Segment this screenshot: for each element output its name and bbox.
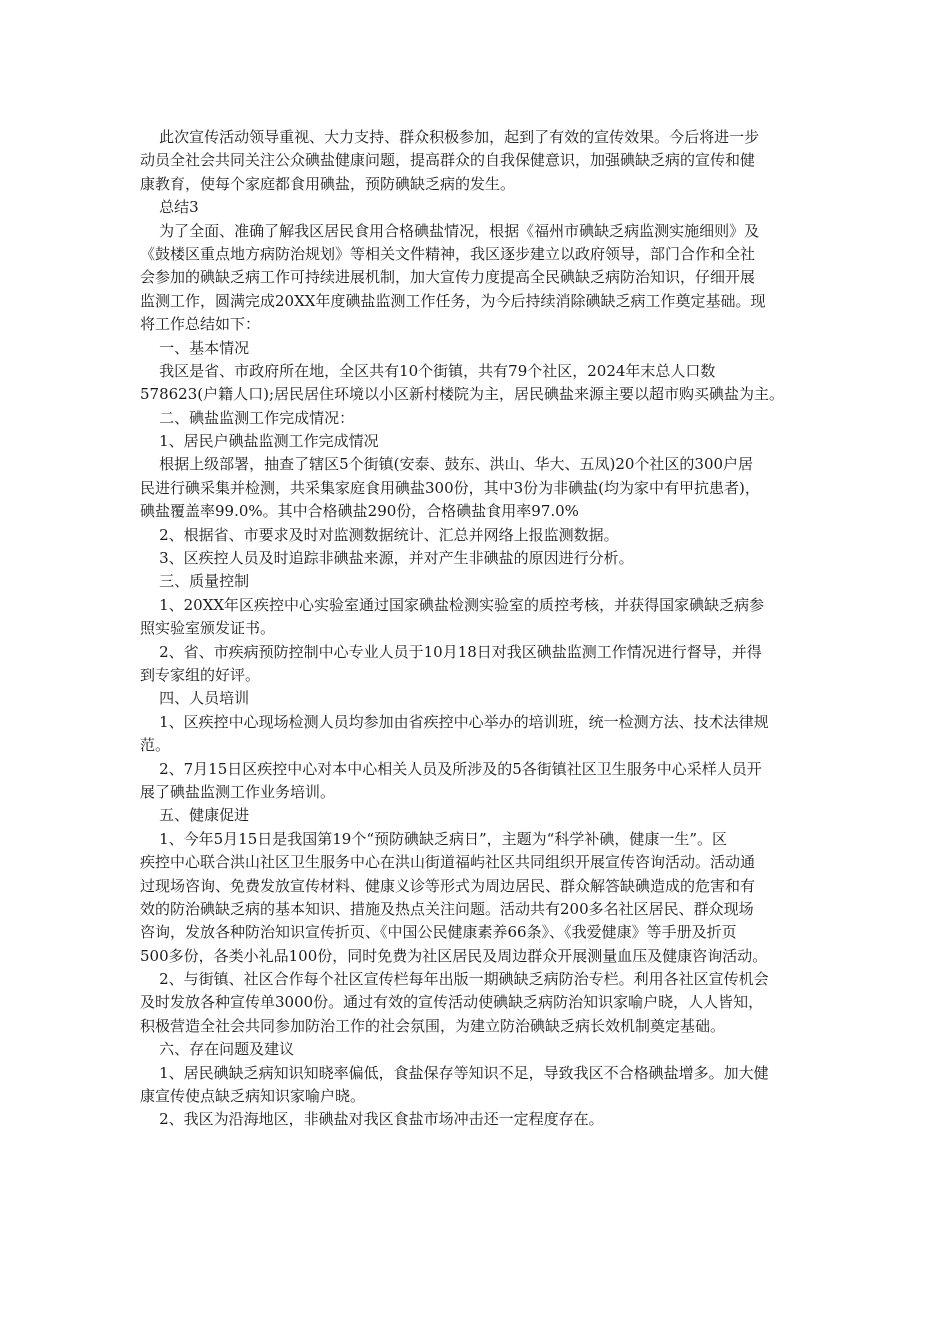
text-line: 2、省、市疾病预防控制中心专业人员于10月18日对我区碘盐监测工作情况进行督导，并得 (140, 642, 762, 661)
text-line: 及时发放各种宣传单3000份。通过有效的宣传活动使碘缺乏病防治知识家喻户晓，人人皆知， (140, 993, 764, 1012)
text-line: 1、居民户碘盐监测工作完成情况 (140, 432, 379, 451)
text-line: 根据上级部署，抽查了辖区5个街镇(安泰、鼓东、洪山、华大、五凤)20个社区的300户居 (140, 455, 754, 474)
text-line: 1、区疾控中心现场检测人员均参加由省疾控中心举办的培训班，统一检测方法、技术法律规 (140, 712, 769, 731)
text-line: 2、根据省、市要求及时对监测数据统计、汇总并网络上报监测数据。 (140, 525, 619, 544)
text-line: 我区是省、市政府所在地，全区共有10个街镇，共有79个社区，2024年末总人口数 (140, 361, 716, 380)
text-line: 1、20XX年区疾控中心实验室通过国家碘盐检测实验室的质控考核，并获得国家碘缺乏病参 (140, 595, 765, 614)
text-line: 效的防治碘缺乏病的基本知识、措施及热点关注问题。活动共有200多名社区居民、群众现场 (140, 899, 754, 918)
text-line: 500多份，各类小礼品100份，同时免费为社区居民及周边群众开展测量血压及健康咨询活动。 (140, 946, 768, 965)
text-line: 展了碘盐监测工作业务培训。 (140, 782, 336, 801)
text-line: 监测工作，圆满完成20XX年度碘盐监测工作任务，为今后持续消除碘缺乏病工作奠定基础。现 (140, 291, 766, 310)
text-line: 动员全社会共同关注公众碘盐健康问题，提高群众的自我保健意识，加强碘缺乏病的宣传和健 (140, 151, 756, 170)
text-line: 二、碘盐监测工作完成情况： (140, 408, 355, 427)
text-line: 民进行碘采集并检测，共采集家庭食用碘盐300份，其中3份为非碘盐(均为家中有甲抗患者)， (140, 478, 760, 497)
text-line: 将工作总结如下： (140, 315, 261, 334)
text-line: 2、我区为沿海地区，非碘盐对我区食盐市场冲击还一定程度存在。 (140, 1110, 604, 1129)
text-line: 四、人员培训 (140, 689, 250, 708)
text-line: 咨询，发放各种防治知识宣传折页、《中国公民健康素养66条》、《我爱健康》等手册及折页 (140, 923, 737, 942)
text-line: 疾控中心联合洪山社区卫生服务中心在洪山街道福屿社区共同组织开展宣传咨询活动。活动通 (140, 853, 756, 872)
text-line: 总结3 (140, 198, 199, 217)
text-line: 范。 (140, 736, 171, 755)
text-line: 三、质量控制 (140, 572, 250, 591)
text-line: 3、区疾控人员及时追踪非碘盐来源，并对产生非碘盐的原因进行分析。 (140, 549, 634, 568)
text-line: 2、与街镇、社区合作每个社区宣传栏每年出版一期碘缺乏病防治专栏。利用各社区宣传机会 (140, 970, 769, 989)
text-line: 过现场咨询、免费发放宣传材料、健康义诊等形式为周边居民、群众解答缺碘造成的危害和有 (140, 876, 756, 895)
text-line: 到专家组的好评。 (140, 665, 261, 684)
text-line: 会参加的碘缺乏病工作可持续进展机制，加大宣传力度提高全民碘缺乏病防治知识，仔细开展 (140, 268, 756, 287)
text-line: 此次宣传活动领导重视、大力支持、群众积极参加，起到了有效的宣传效果。今后将进一步 (140, 128, 760, 146)
text-line: 积极营造全社会共同参加防治工作的社会氛围，为建立防治碘缺乏病长效机制奠定基础。 (140, 1016, 726, 1035)
text-line: 康宣传使点缺乏病知识家喻户晓。 (140, 1087, 366, 1106)
text-line: 照实验室颁发证书。 (140, 619, 276, 638)
text-line: 五、健康促进 (140, 806, 250, 825)
text-line: 2、7月15日区疾控中心对本中心相关人员及所涉及的5各街镇社区卫生服务中心采样人员开 (140, 759, 762, 778)
text-line: 六、存在问题及建议 (140, 1040, 295, 1059)
text-line: 1、居民碘缺乏病知识知晓率偏低，食盐保存等知识不足，导致我区不合格碘盐增多。加大健 (140, 1063, 769, 1082)
text-line: 《鼓楼区重点地方病防治规划》等相关文件精神，我区逐步建立以政府领导，部门合作和全社 (140, 244, 756, 263)
text-line: 康教育，使每个家庭都食用碘盐，预防碘缺乏病的发生。 (140, 174, 516, 193)
document-body (140, 126, 812, 1132)
text-line: 578623(户籍人口);居民居住环境以小区新村楼院为主，居民碘盐来源主要以超市购买碘盐为主。 (140, 385, 785, 404)
text-line: 为了全面、准确了解我区居民食用合格碘盐情况，根据《福州市碘缺乏病监测实施细则》及 (140, 221, 760, 240)
text-line: 碘盐覆盖率99.0%。其中合格碘盐290份，合格碘盐食用率97.0% (140, 502, 579, 521)
text-line: 1、今年5月15日是我国第19个“预防碘缺乏病日”，主题为“科学补碘，健康一生”。区 (140, 829, 728, 848)
text-line: 一、基本情况 (140, 338, 250, 357)
